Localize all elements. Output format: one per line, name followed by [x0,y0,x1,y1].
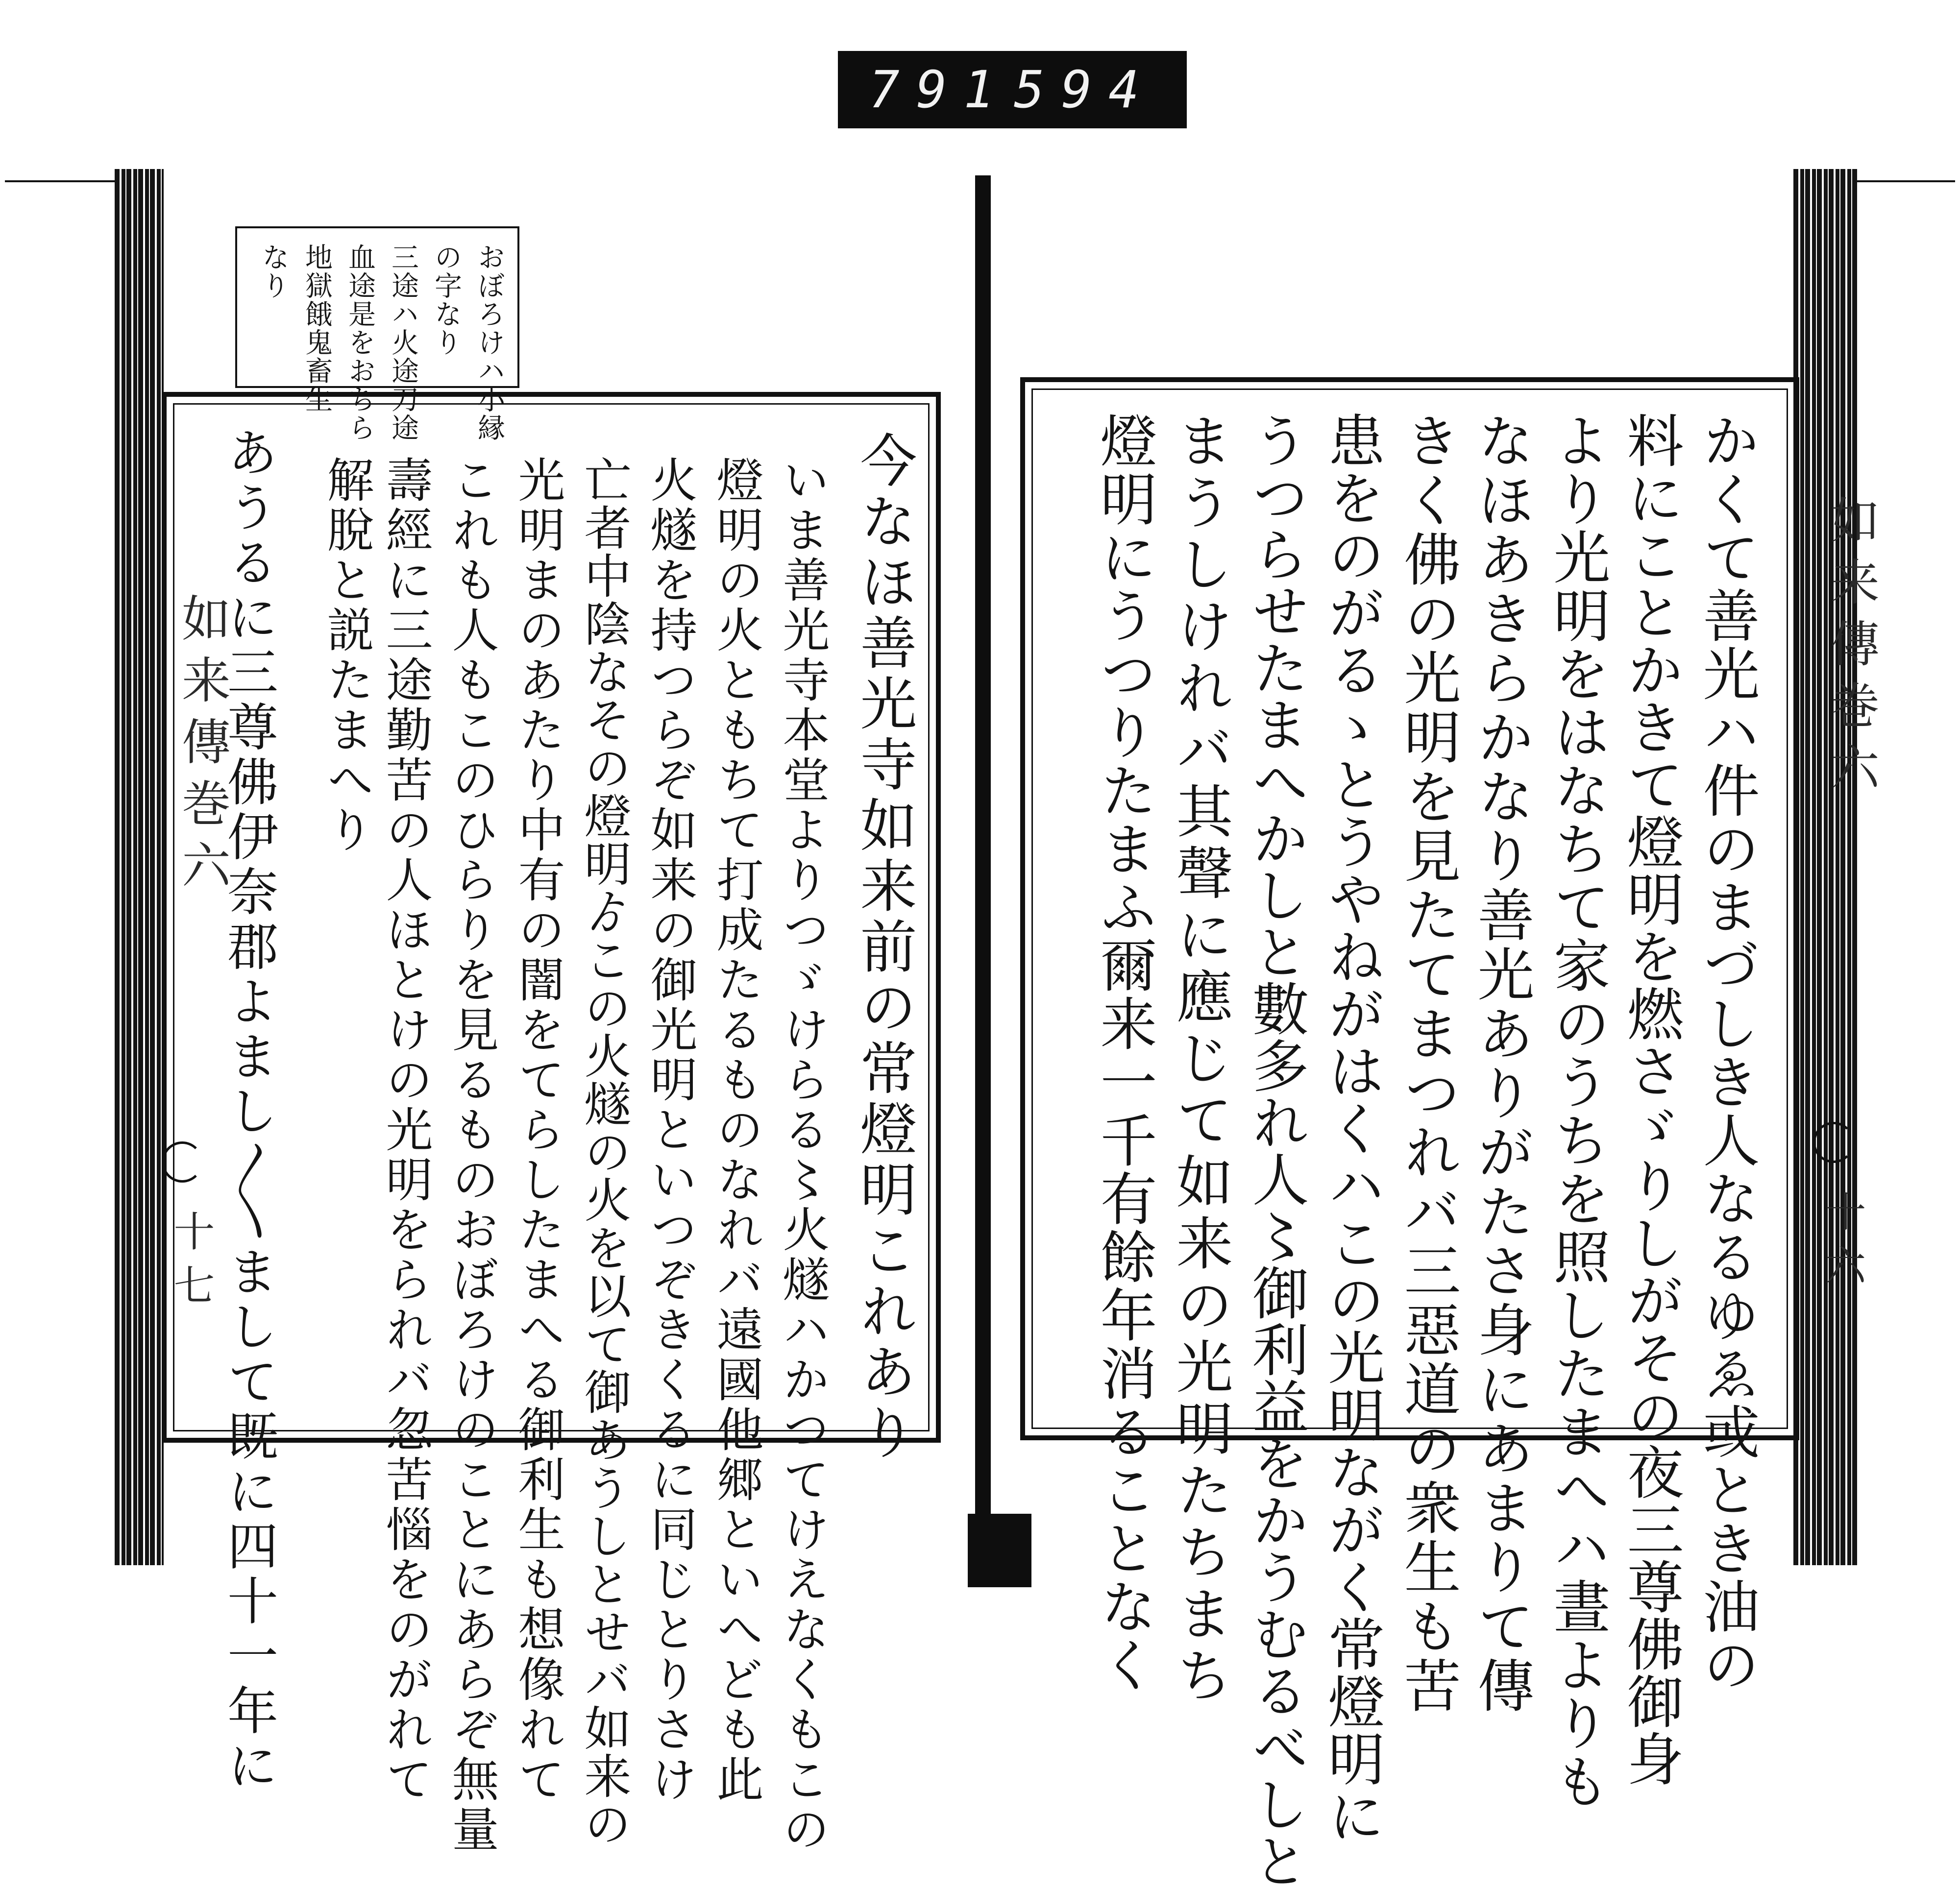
note-line: の字なり [430,243,462,357]
note-line: おぼろけハ小縁 [473,243,505,442]
body-line: より光明をはなちて家のうちを照したまへハ晝よりも [1544,412,1610,1811]
note-line: 地獄餓鬼畜生 [301,243,333,413]
body-line: なほあきらかなり善光ありがたさ身にあまりて傳 [1468,412,1534,1716]
body-line: うつらせたまへかしと數多れ人〻御利益をかうむるべしと [1243,412,1309,1889]
body-line: 壽經に三途勤苦の人ほとけの光明をられバ忽苦惱をのがれて [378,456,433,1805]
right-margin-folio: 十六 [1818,1190,1866,1298]
left-page-edge [115,169,164,1565]
body-line: 火燧を持つらぞ如来の御光明といつぞきくるに同じとりさけ [643,456,698,1805]
body-line: まうしけれバ其聲に應じて如来の光明たちまち [1167,412,1233,1708]
body-line: 解脫と説たまへり [319,456,374,855]
book-spine [975,175,991,1547]
body-line: 亡者中陰なその燈明ゟこの火燧の火を以て御あうしとせバ如来の [577,456,632,1848]
note-line: 血途是をおちら [344,243,376,442]
section-heading: 今なほ善光寺如来前の常燈明これあり [851,431,917,1464]
body-line: かくて善光ハ件のまづしき人なるゆゑ或とき油の [1693,412,1760,1694]
body-line: これも人もこのひらりを見るものおぼろけのことにあらぞ無量 [444,456,499,1855]
note-line: なり [258,243,290,300]
right-page-edge [1793,169,1857,1565]
closing-line: あうるに三尊佛伊奈郡よまし〳〵まして既に四十一年に [219,426,278,1794]
right-fishtail-mark [1813,1122,1854,1163]
body-line: 患をのがるゝとうやねがはくハこの光明ながく常燈明に [1319,412,1385,1844]
body-line: 光明まのあたり中有の闇をてらしたまへる御利生も想像れて [511,456,565,1805]
left-margin-folio: 十七 [167,1210,215,1318]
body-line: きく佛の光明を見たてまつれバ三惡道の衆生も苦 [1395,412,1461,1716]
right-margin-title: 如来傳巻六 [1822,495,1880,803]
catalog-number-right: 594 [1014,60,1156,120]
left-margin-title: 如来傳巻六 [173,593,231,901]
body-line: いま善光寺本堂よりつゞけらる〻火燧ハかつてけえなくもこの [775,456,830,1855]
body-line: 燈明にうつりたまふ爾来一千有餘年消ることなく [1091,412,1157,1694]
catalog-label [838,51,1187,128]
body-line: 燈明の火ともちて打成たるものなれバ遠國他郷といへども此 [709,456,764,1805]
spine-foot [968,1514,1031,1587]
headnote-box [235,226,519,442]
catalog-number-left: 791 [869,60,1011,120]
body-line: 料にことかきて燈明を燃さゞりしがその夜三尊佛御身 [1617,412,1684,1787]
note-line: 三途ハ火途刀途 [387,243,419,442]
